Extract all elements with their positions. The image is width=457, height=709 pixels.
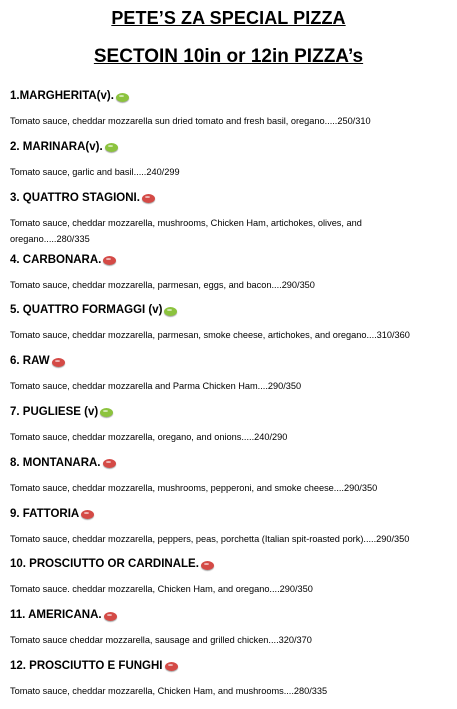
menu-item-description: Tomato sauce, garlic and basil.....240/299 xyxy=(10,166,180,177)
menu-item xyxy=(0,353,457,404)
menu-item xyxy=(0,556,457,607)
non-veg-indicator-icon xyxy=(201,561,214,570)
menu-item xyxy=(0,88,457,139)
menu-item xyxy=(0,607,457,658)
menu-item-name xyxy=(10,607,117,623)
menu-item-name-text: 8. MONTANARA. xyxy=(10,456,101,469)
menu-item-name-text: 9. FATTORIA xyxy=(10,507,80,520)
menu-item-name xyxy=(10,506,94,522)
menu-item xyxy=(0,658,457,709)
menu-item-name-text: 1.MARGHERITA(v). xyxy=(10,90,114,102)
menu-item-name-text: 2. MARINARA(v). xyxy=(10,140,103,153)
menu-item-description: Tomato sauce. cheddar mozzarella, Chicken Ham, and oregano....290/350 xyxy=(10,584,313,595)
menu-item-description: Tomato sauce, cheddar mozzarella and Parma Chicken Ham....290/350 xyxy=(10,381,302,392)
menu-item-description: Tomato sauce, cheddar mozzarella, mushrooms, pepperoni, and smoke cheese....290/350 xyxy=(10,482,378,493)
veg-indicator-icon xyxy=(164,307,177,316)
non-veg-indicator-icon xyxy=(103,459,116,468)
menu-item-description: Tomato sauce, cheddar mozzarella, Chicken Ham, and mushrooms....280/335 xyxy=(10,685,328,696)
menu-item-description: Tomato sauce, cheddar mozzarella, parmesan, eggs, and bacon....290/350 xyxy=(10,279,315,290)
non-veg-indicator-icon xyxy=(165,662,178,671)
menu-item xyxy=(0,404,457,455)
menu-item xyxy=(0,190,457,252)
menu-item xyxy=(0,455,457,506)
non-veg-indicator-icon xyxy=(81,510,94,519)
non-veg-indicator-icon xyxy=(52,358,65,367)
menu-item xyxy=(0,506,457,557)
menu-item-description: Tomato sauce, cheddar mozzarella, peppers, peas, porchetta (Italian spit-roasted pork).....290/350 xyxy=(10,533,410,544)
menu-item-name xyxy=(10,455,116,471)
menu-item xyxy=(0,252,457,303)
veg-indicator-icon xyxy=(116,93,129,102)
menu-item-name-text: 7. PUGLIESE (v) xyxy=(10,405,99,418)
menu-item-name xyxy=(10,88,129,104)
menu-item-description: Tomato sauce, cheddar mozzarella sun dried tomato and fresh basil, oregano.....250/310 xyxy=(10,116,371,126)
menu-item-description: Tomato sauce, cheddar mozzarella, parmesan, smoke cheese, artichokes, and oregano....310/360 xyxy=(10,330,410,341)
menu-item-name-text: 4. CARBONARA. xyxy=(10,253,102,266)
menu-item-description: Tomato sauce, cheddar mozzarella, oregano, and onions.....240/290 xyxy=(10,431,288,442)
menu-item-name xyxy=(10,658,178,674)
menu-item-name-text: 12. PROSCIUTTO E FUNGHI xyxy=(10,659,163,672)
page-title: PETE’S ZA SPECIAL PIZZA xyxy=(111,8,346,28)
menu-item-name xyxy=(10,353,65,369)
menu-item-name xyxy=(10,404,113,420)
menu-item xyxy=(0,139,457,190)
non-veg-indicator-icon xyxy=(142,194,155,203)
non-veg-indicator-icon xyxy=(104,612,117,621)
menu-item-name xyxy=(10,252,116,268)
menu-item-name-text: 5. QUATTRO FORMAGGI (v) xyxy=(10,304,163,317)
menu-item-description: Tomato sauce cheddar mozzarella, sausage and grilled chicken....320/370 xyxy=(10,635,312,646)
veg-indicator-icon xyxy=(100,408,113,417)
menu-item-name xyxy=(10,139,118,155)
menu-items-list xyxy=(0,88,457,709)
menu-item-description: Tomato sauce, cheddar mozzarella, mushrooms, Chicken Ham, artichokes, olives, and oregano.....280/335 xyxy=(10,217,362,244)
menu-item-name-text: 3. QUATTRO STAGIONI. xyxy=(10,191,140,204)
menu-item-name xyxy=(10,556,214,572)
menu-item xyxy=(0,302,457,353)
veg-indicator-icon xyxy=(105,143,118,152)
menu-item-name xyxy=(10,190,155,206)
menu-item-name-text: 11. AMERICANA. xyxy=(10,609,102,622)
non-veg-indicator-icon xyxy=(103,256,116,265)
section-title: SECTOIN 10in or 12in PIZZA’s xyxy=(93,46,364,67)
menu-item-name xyxy=(10,302,177,318)
menu-item-name-text: 6. RAW xyxy=(10,355,50,368)
menu-item-name-text: 10. PROSCIUTTO OR CARDINALE. xyxy=(10,558,199,571)
